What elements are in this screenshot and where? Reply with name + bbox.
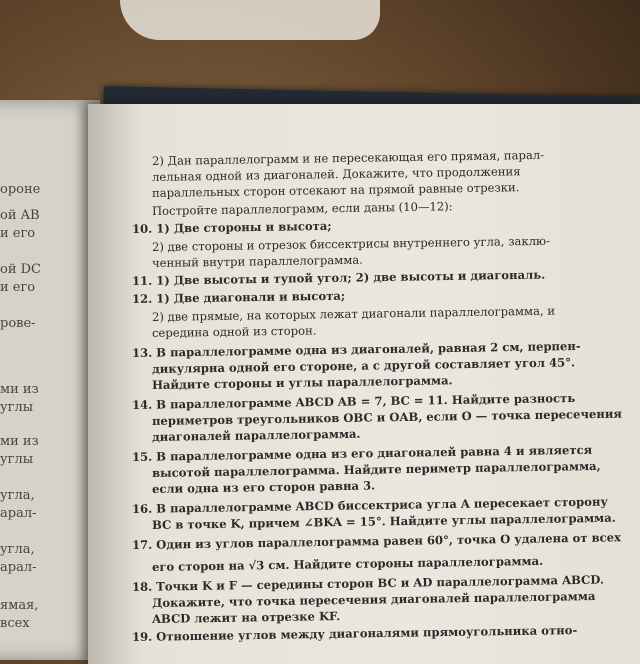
- left-page-line: и его: [0, 226, 36, 241]
- text-line: 2) две прямые, на которых лежат диагонали параллелограмма, и: [151, 303, 556, 324]
- problem-11: 11. 1) Две высоты и тупой угол; 2) две высоты и диагональ.: [131, 267, 546, 288]
- text-line: 2) Дан параллелограмм и не пересекающая его прямая, парал-: [151, 147, 545, 168]
- problem-14: 14. В параллелограмме ABCD AB = 7, BC = 11. Найдите разность: [131, 391, 576, 412]
- problem-13: 13. В параллелограмме одна из диагоналей, равная 2 см, перпен-: [131, 338, 581, 360]
- left-page-line: ороне: [0, 182, 41, 197]
- cloth-corner: [120, 0, 380, 40]
- left-page-line: рове-: [0, 316, 36, 331]
- text-line: BC в точке K, причем ∠BKA = 15°. Найдите углы параллелограмма.: [151, 510, 616, 532]
- left-page-line: ми из: [0, 382, 39, 397]
- left-page: [0, 100, 100, 660]
- text-line: ченный внутри параллелограмма.: [151, 252, 363, 270]
- left-page-line: ой AB: [0, 208, 40, 223]
- left-page-line: ой DC: [0, 262, 41, 277]
- problem-19: 19. Отношение углов между диагоналями прямоугольника отно-: [131, 623, 578, 644]
- left-page-line: ми из: [0, 434, 39, 449]
- left-page-line: углы: [0, 400, 34, 415]
- problem-16: 16. В параллелограмме ABCD биссектриса угла A пересекает сторону: [131, 494, 608, 516]
- left-page-line: арал-: [0, 560, 37, 575]
- left-page-line: угла,: [0, 488, 35, 503]
- text-line: высотой параллелограмма. Найдите периметр параллелограмма,: [151, 458, 601, 480]
- problem-15: 15. В параллелограмме одна из его диагоналей равна 4 и является: [131, 442, 593, 464]
- problem-17: 17. Один из углов параллелограмма равен 60°, точка O удалена от всех: [131, 530, 622, 552]
- text-line: 2) две стороны и отрезок биссектрисы внутреннего угла, заклю-: [151, 233, 551, 254]
- text-line: его сторон на √3 см. Найдите стороны параллелограмма.: [151, 553, 544, 574]
- problem-10: 10. 1) Две стороны и высота;: [131, 218, 332, 236]
- text-line: лельная одной из диагоналей. Докажите, что продолжения: [151, 164, 521, 184]
- text-line: параллельных сторон отсекают на прямой равные отрезки.: [151, 180, 520, 200]
- left-page-line: углы: [0, 452, 34, 467]
- left-page-line: всех: [0, 616, 30, 631]
- text-line: ABCD лежит на отрезке KF.: [151, 609, 341, 626]
- text-line: если одна из его сторон равна 3.: [151, 478, 376, 496]
- text-line: дикулярна одной его стороне, а с другой составляет угол 45°.: [151, 355, 576, 376]
- left-page-line: ямая,: [0, 598, 39, 613]
- text-line: середина одной из сторон.: [151, 323, 317, 340]
- text-line: Найдите стороны и углы параллелограмма.: [151, 373, 453, 392]
- left-page-line: арал-: [0, 506, 37, 521]
- main-page: [88, 104, 640, 664]
- left-page-line: угла,: [0, 542, 35, 557]
- section-instruction: Постройте параллелограмм, если даны (10—12):: [151, 199, 453, 218]
- text-line: Докажите, что точка пересечения диагоналей параллелограмма: [151, 589, 596, 610]
- problem-12: 12. 1) Две диагонали и высота;: [131, 288, 346, 306]
- text-line: диагоналей параллелограмма.: [151, 426, 361, 444]
- text-line: периметров треугольников OBC и OAB, если O — точка пересечения: [151, 406, 623, 428]
- left-page-line: и его: [0, 280, 36, 295]
- problem-18: 18. Точки K и F — середины сторон BC и AD параллелограмма ABCD.: [131, 572, 605, 594]
